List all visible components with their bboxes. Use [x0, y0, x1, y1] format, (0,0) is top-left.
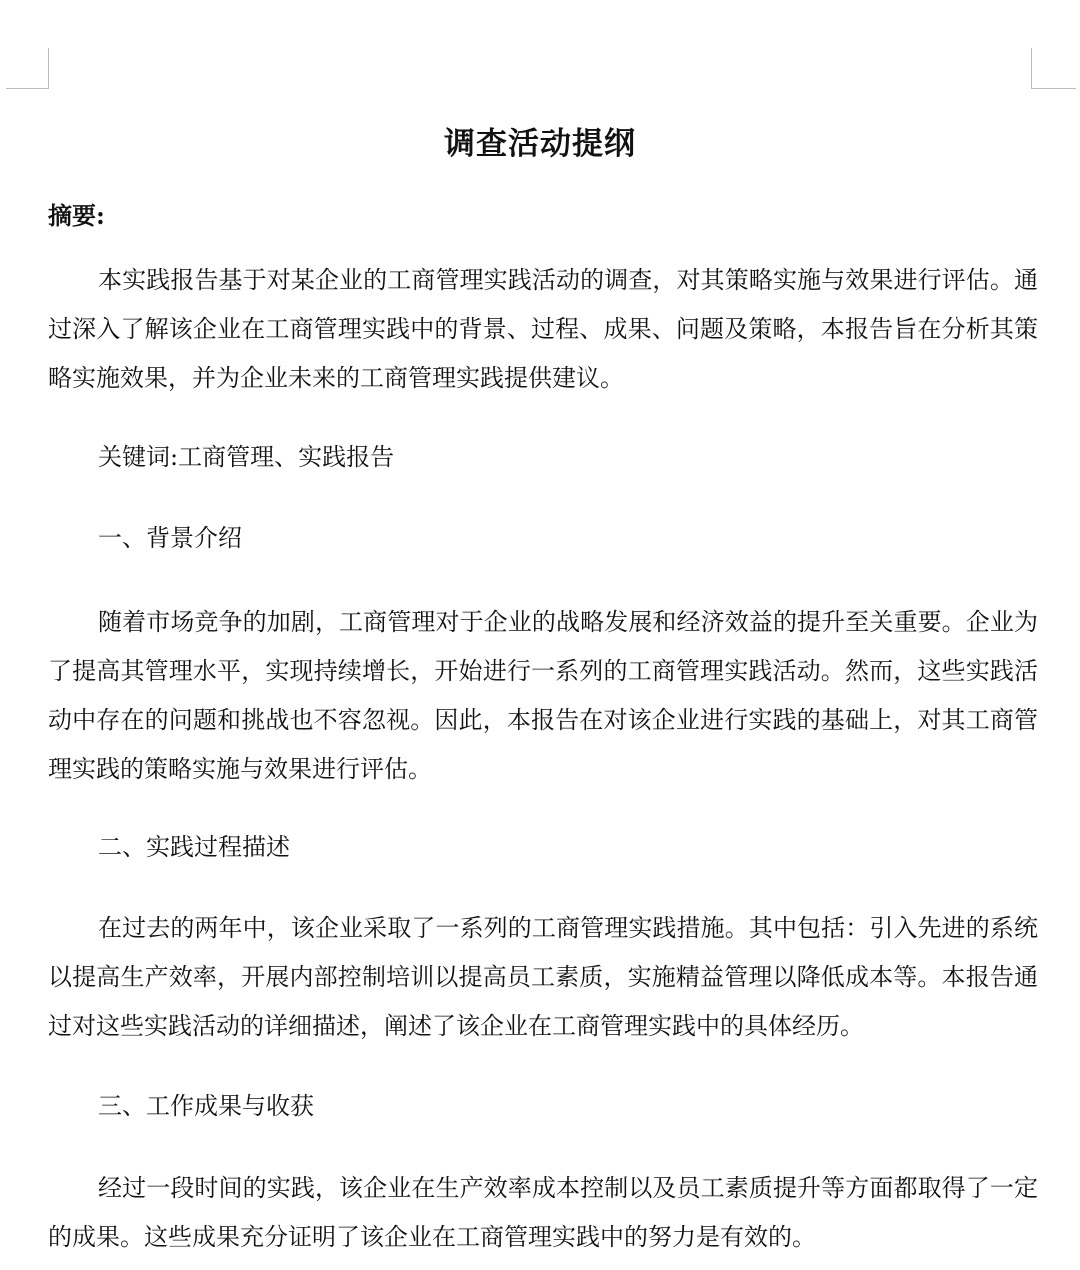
- page-corner-mark-top-left: [6, 48, 49, 89]
- section-paragraph-background: 随着市场竞争的加剧，工商管理对于企业的战略发展和经济效益的提升至关重要。企业为了提高其管理水平，实现持续增长，开始进行一系列的工商管理实践活动。然而，这些实践活动中存在的问题和挑战也不容忽视。因此，本报告在对该企业进行实践的基础上，对其工商管理实践的策略实施与效果进行评估。: [48, 608, 1038, 783]
- section-heading-background: 一、背景介绍: [98, 524, 242, 552]
- keywords-line: 关键词:工商管理、实践报告: [98, 443, 395, 471]
- section-paragraph-results: 经过一段时间的实践，该企业在生产效率成本控制以及员工素质提升等方面都取得了一定的成果。这些成果充分证明了该企业在工商管理实践中的努力是有效的。: [48, 1174, 1038, 1251]
- abstract-paragraph: 本实践报告基于对某企业的工商管理实践活动的调查，对其策略实施与效果进行评估。通过深入了解该企业在工商管理实践中的背景、过程、成果、问题及策略，本报告旨在分析其策略实施效果，并为企业未来的工商管理实践提供建议。: [48, 266, 1038, 392]
- section-heading-process: 二、实践过程描述: [98, 833, 290, 861]
- abstract-label: 摘要:: [48, 201, 105, 230]
- document-title: 调查活动提纲: [444, 126, 636, 162]
- page-corner-mark-top-right: [1031, 48, 1076, 89]
- section-heading-results: 三、工作成果与收获: [98, 1092, 314, 1120]
- section-paragraph-process: 在过去的两年中，该企业采取了一系列的工商管理实践措施。其中包括：引入先进的系统以提高生产效率，开展内部控制培训以提高员工素质，实施精益管理以降低成本等。本报告通过对这些实践活动的详细描述，阐述了该企业在工商管理实践中的具体经历。: [48, 914, 1038, 1040]
